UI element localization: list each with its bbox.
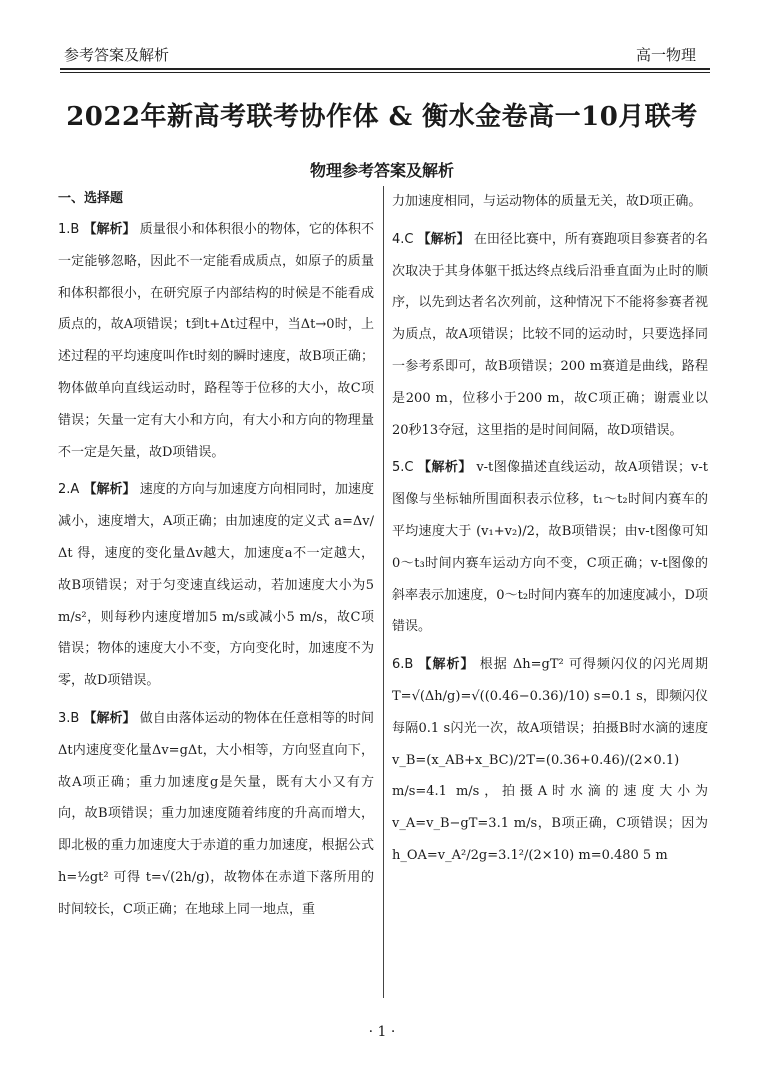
header-right: 高一物理	[635, 46, 696, 64]
analysis-tag: 【解析】	[417, 231, 470, 247]
answer-item-1	[58, 214, 374, 468]
answer-number: 4.C	[392, 231, 414, 247]
page-subtitle: 物理参考答案及解析	[309, 161, 454, 180]
analysis-tag: 【解析】	[418, 657, 475, 673]
answer-item-3-continued	[392, 186, 708, 218]
right-column	[392, 186, 708, 878]
answer-item-6	[392, 649, 708, 872]
answer-item-4	[392, 224, 708, 447]
analysis-tag: 【解析】	[418, 460, 472, 476]
page-title: 2022年新高考联考协作体 & 衡水金卷高一10月联考	[66, 102, 698, 132]
answer-number: 1.B	[58, 222, 80, 237]
answer-text: v-t图像描述直线运动，故A项错误；v-t图像与坐标轴所围面积表示位移，t₁～t₂时间内赛车的平均速度大于 (v₁+v₂)/2，故B项错误；由v-t图像可知0～t₃时间内赛车运动方向不变，C项正确；v-t图像的斜率表示加速度，0～t₂时间内赛车的加速度减小，D项错误。	[392, 460, 708, 635]
header-rule	[60, 68, 710, 73]
answer-text: 力加速度相同，与运动物体的质量无关，故D项正确。	[392, 194, 702, 209]
answer-number: 6.B	[392, 657, 414, 673]
section-heading: 一、选择题	[58, 191, 124, 206]
left-column	[58, 186, 374, 932]
answer-text: 在田径比赛中，所有赛跑项目参赛者的名次取决于其身体躯干抵达终点线后沿垂直面为止时的顺序，以先到达者名次列前，这种情况下不能将参赛者视为质点，故A项错误；比较不同的运动时，只要选择同一参考系即可，故B项错误；200 m赛道是曲线，路程是200 m，位移小于200 m，故C项正确；谢震业以20秒13夺冠，这里指的是时间间隔，故D项错误。	[392, 231, 708, 438]
answer-text: 做自由落体运动的物体在任意相等的时间Δt内速度变化量Δv=gΔt，大小相等，方向竖直向下，故A项正确；重力加速度g是矢量，既有大小又有方向，故B项错误；重力加速度随着纬度的升高而增大，即北极的重力加速度大于赤道的重力加速度，根据公式 h=½gt² 可得 t=√(2h/g)，故物体在赤道下落所用的时间较长，C项正确；在地球上同一地点，重	[58, 710, 374, 917]
answer-number: 5.C	[392, 460, 414, 476]
analysis-tag: 【解析】	[83, 482, 136, 498]
answer-text: 速度的方向与加速度方向相同时，加速度减小，速度增大，A项正确；由加速度的定义式 a=Δv/Δt 得，速度的变化量Δv越大，加速度a不一定越大，故B项错误；对于匀变速直线运动，若加速度大小为5 m/s²，则每秒内速度增加5 m/s或减小5 m/s，故C项错误；物体的速度大小不变，方向变化时，加速度不为零，故D项错误。	[58, 482, 374, 689]
answer-text: 根据 Δh=gT² 可得频闪仪的闪光周期 T=√(Δh/g)=√((0.46−0.36)/10) s=0.1 s，即频闪仪每隔0.1 s闪光一次，故A项错误；拍摄B时水滴的速度 v_B=(x_AB+x_BC)/2T=(0.36+0.46)/(2×0.1) m/s=4.1 m/s，拍摄A时水滴的速度大小为 v_A=v_B−gT=3.1 m/s，B项正确，C项错误；因为 h_OA=v_A²/2g=3.1²/(2×10) m=0.480 5 m	[392, 657, 708, 863]
header-left: 参考答案及解析	[64, 46, 170, 64]
answer-item-5	[392, 452, 708, 643]
column-divider	[383, 186, 384, 998]
answer-item-2	[58, 474, 374, 697]
page-number: · 1 ·	[368, 1024, 396, 1040]
analysis-tag: 【解析】	[83, 222, 136, 237]
answer-number: 2.A	[58, 482, 80, 498]
analysis-tag: 【解析】	[83, 710, 136, 726]
answer-item-3	[58, 703, 374, 926]
answer-number: 3.B	[58, 710, 80, 726]
answer-text: 质量很小和体积很小的物体，它的体积不一定能够忽略，因此不一定能看成质点，如原子的质量和体积都很小，在研究原子内部结构的时候是不能看成质点的，故A项错误；t到t+Δt过程中，当Δt→0时，上述过程的平均速度叫作t时刻的瞬时速度，故B项正确；物体做单向直线运动时，路程等于位移的大小，故C项错误；矢量一定有大小和方向，有大小和方向的物理量不一定是矢量，故D项错误。	[58, 222, 374, 460]
